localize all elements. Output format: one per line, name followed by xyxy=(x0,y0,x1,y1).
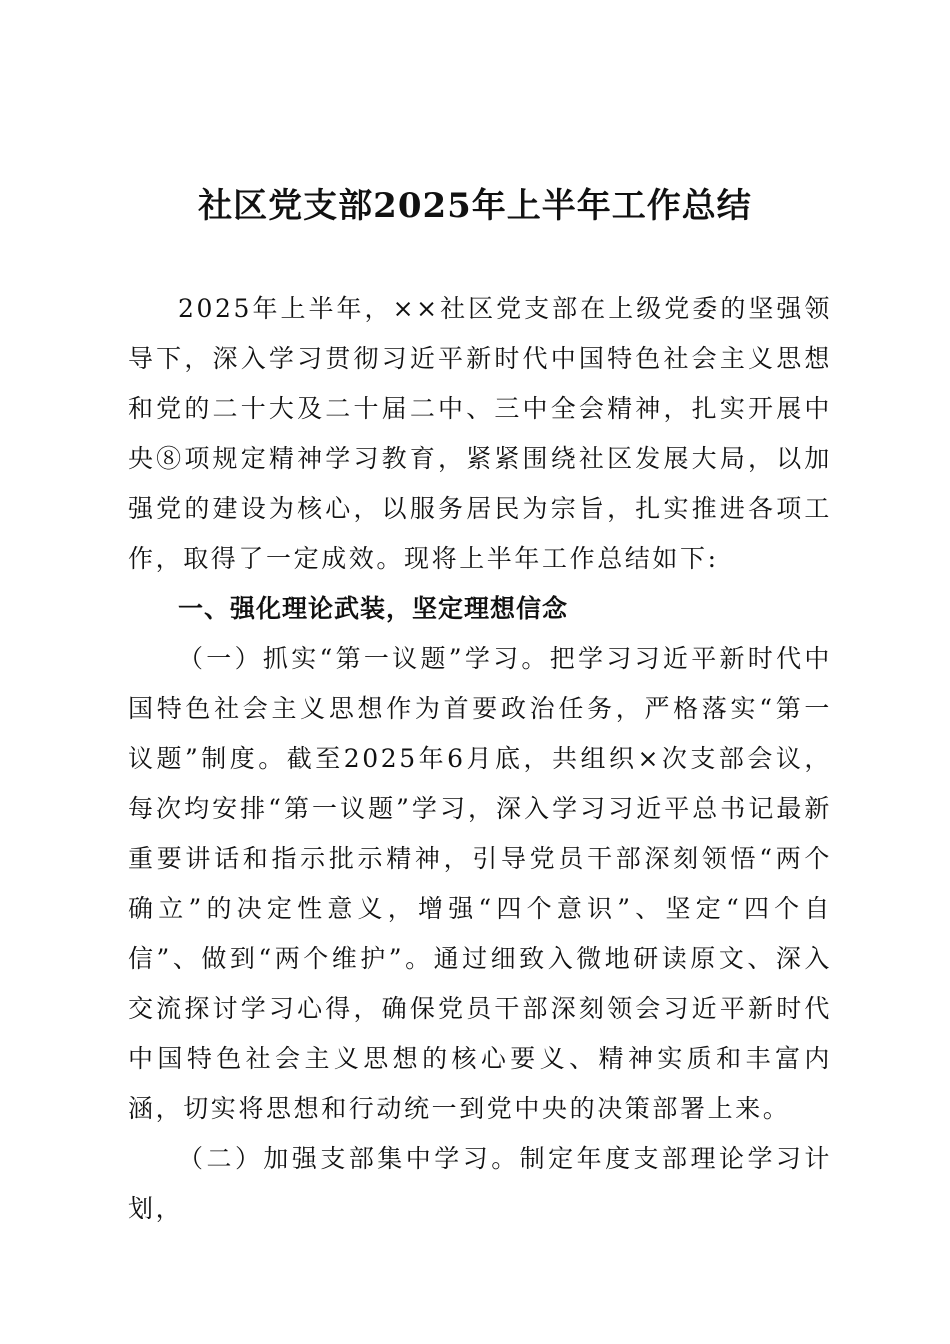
document-body xyxy=(128,284,832,1234)
section-paragraph: （一）抓实“第一议题”学习。把学习习近平新时代中国特色社会主义思想作为首要政治任务，严格落实“第一议题”制度。截至2025年6月底，共组织×次支部会议，每次均安排“第一议题”学习，深入学习习近平总书记最新重要讲话和指示批示精神，引导党员干部深刻领悟“两个确立”的决定性意义，增强“四个意识”、坚定“四个自信”、做到“两个维护”。通过细致入微地研读原文、深入交流探讨学习心得，确保党员干部深刻领会习近平新时代中国特色社会主义思想的核心要义、精神实质和丰富内涵，切实将思想和行动统一到党中央的决策部署上来。 xyxy=(128,644,832,1123)
intro-paragraph: 2025年上半年，××社区党支部在上级党委的坚强领导下，深入学习贯彻习近平新时代中国特色社会主义思想和党的二十大及二十届二中、三中全会精神，扎实开展中央⑧项规定精神学习教育，紧紧围绕社区发展大局，以加强党的建设为核心，以服务居民为宗旨，扎实推进各项工作，取得了一定成效。现将上半年工作总结如下: xyxy=(128,294,832,573)
section-heading: 一、强化理论武装，坚定理想信念 xyxy=(178,594,569,623)
document-title: 社区党支部2025年上半年工作总结 xyxy=(198,186,752,226)
section-paragraph: （二）加强支部集中学习。制定年度支部理论学习计划， xyxy=(128,1144,832,1223)
